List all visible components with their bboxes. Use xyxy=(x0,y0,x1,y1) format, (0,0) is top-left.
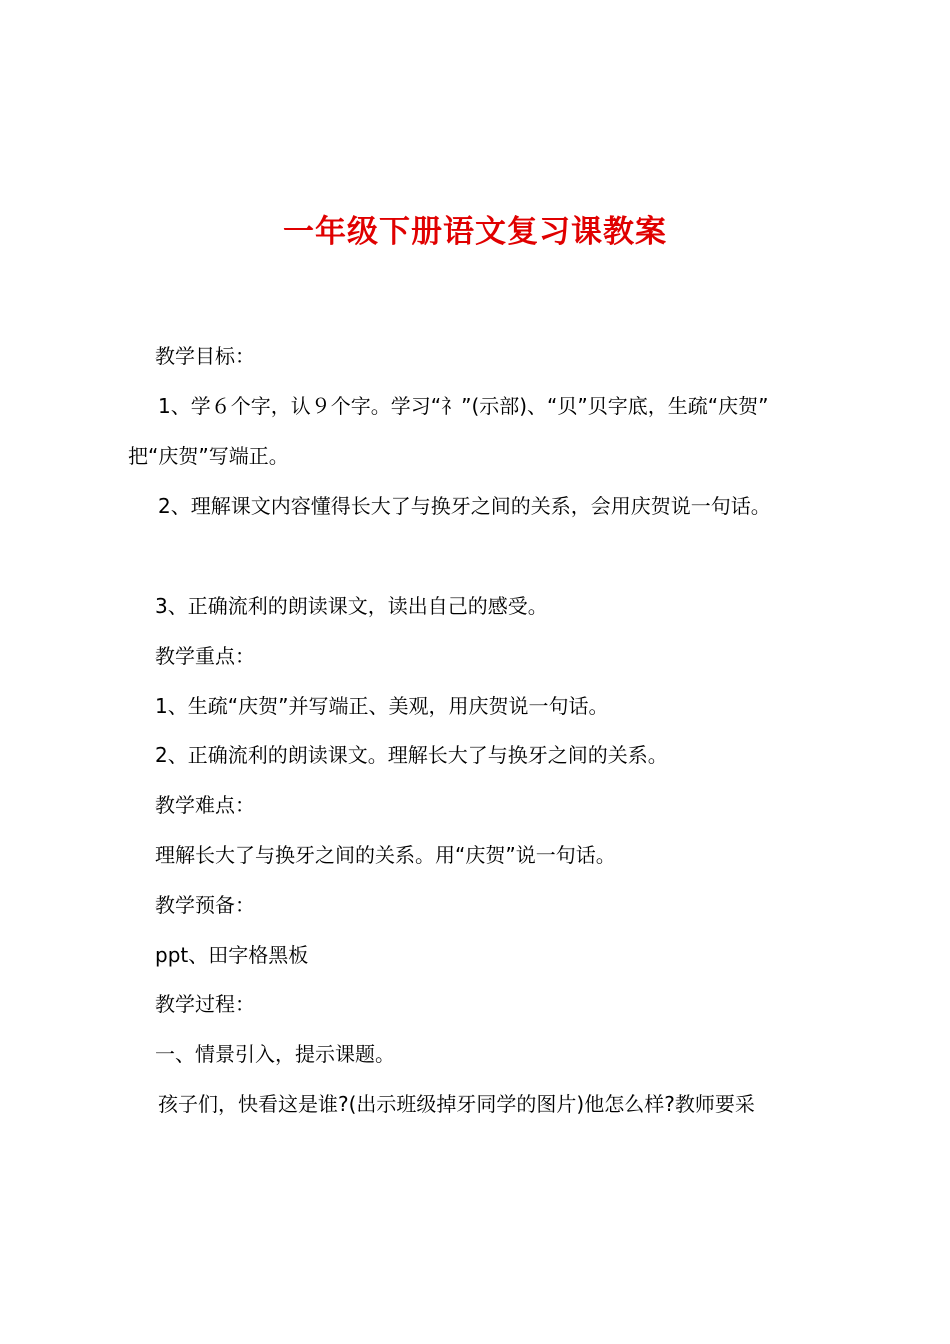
document-title: 一年级下册语文复习课教案 xyxy=(283,214,667,250)
section-heading-process: 教学过程： xyxy=(155,992,255,1016)
key-point-1: 1、生疏“庆贺”并写端正、美观，用庆贺说一句话。 xyxy=(155,694,609,718)
objective-3: 3、正确流利的朗读课文，读出自己的感受。 xyxy=(155,594,548,618)
key-point-2: 2、正确流利的朗读课文。理解长大了与换牙之间的关系。 xyxy=(155,743,668,767)
section-heading-key-points: 教学重点： xyxy=(155,644,255,668)
process-step-1-text: 孩子们，快看这是谁?(出示班级掉牙同学的图片)他怎么样?教师要采 xyxy=(158,1092,755,1116)
section-heading-preparation: 教学预备： xyxy=(155,893,255,917)
section-heading-difficulties: 教学难点： xyxy=(155,793,255,817)
objective-1-line-2: 把“庆贺”写端正。 xyxy=(128,444,289,468)
objective-2: 2、理解课文内容懂得长大了与换牙之间的关系，会用庆贺说一句话。 xyxy=(158,494,771,518)
difficulty-text: 理解长大了与换牙之间的关系。用“庆贺”说一句话。 xyxy=(155,843,616,867)
objective-1-line-1: 1、学６个字，认９个字。学习“礻”(示部)、“贝”贝字底，生疏“庆贺” xyxy=(158,394,769,418)
preparation-text: ppt、田字格黑板 xyxy=(155,943,309,967)
process-step-1: 一、情景引入，提示课题。 xyxy=(155,1042,395,1066)
section-heading-objectives: 教学目标： xyxy=(155,344,255,368)
